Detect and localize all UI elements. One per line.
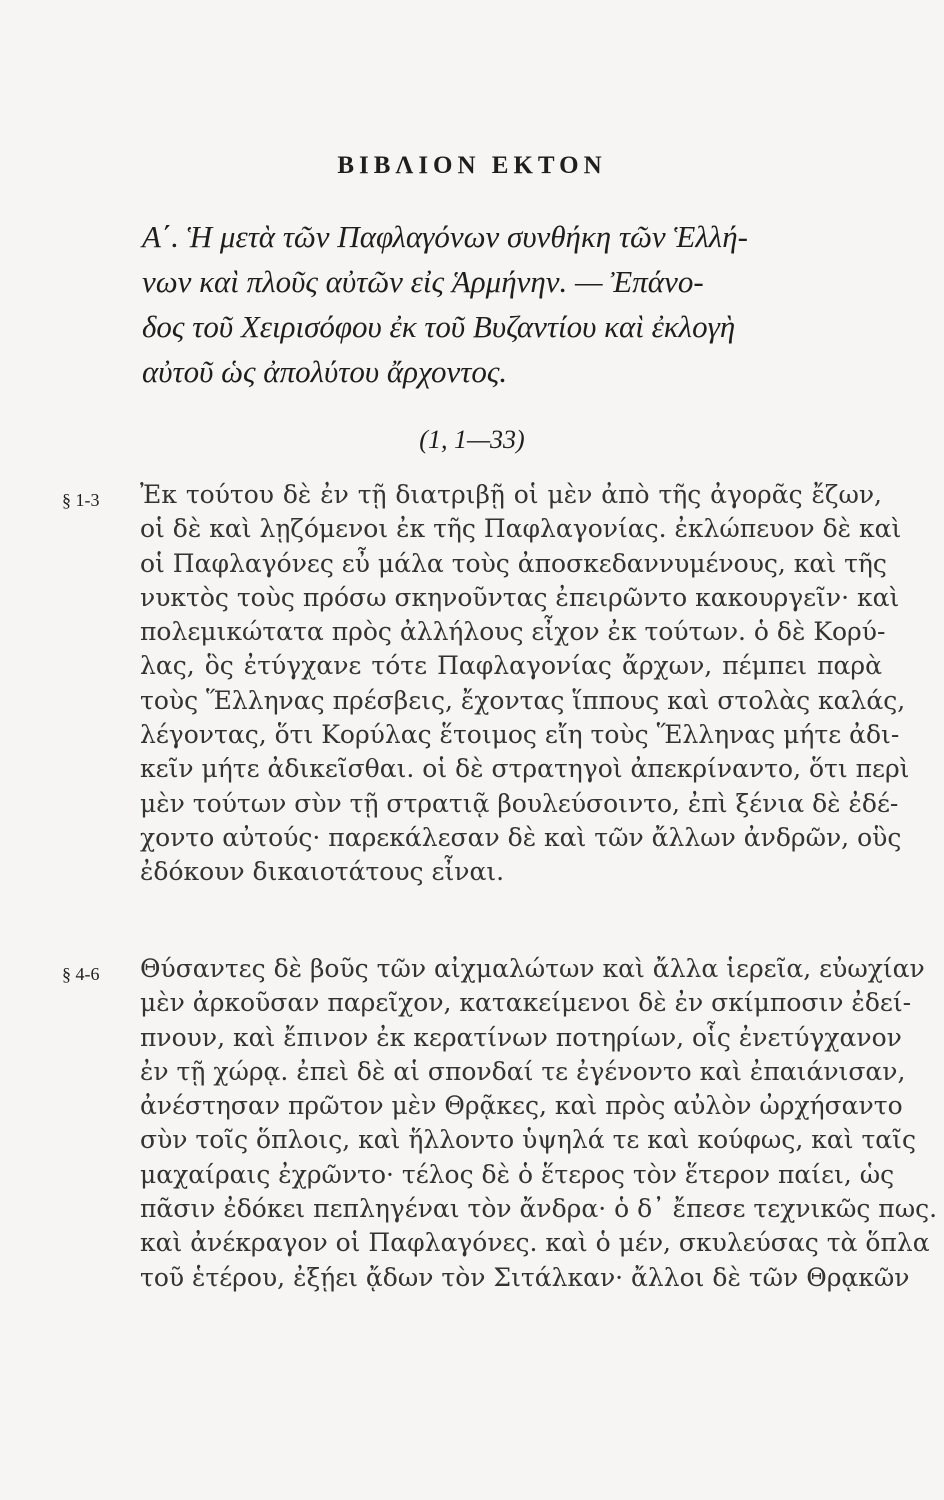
text-line: πνουν, καὶ ἔπινον ἐκ κερατίνων ποτηρίων, οἷς ἐνετύγχανον (140, 1022, 902, 1052)
section-marker: § 1-3 (62, 490, 100, 510)
text-line: Θύσαντες δὲ βοῦς τῶν αἰχμαλώτων καὶ ἄλλα ἱερεῖα, εὐωχίαν (140, 954, 925, 983)
book-title: ΒΙΒΛΙΟΝ ΕΚΤΟΝ (337, 152, 607, 179)
text-line: ἐν τῇ χώρᾳ. ἐπεὶ δὲ αἱ σπονδαί τε ἐγένοντο καὶ ἐπαιάνισαν, (140, 1056, 906, 1086)
text-line: χοντο αὐτούς· παρεκάλεσαν δὲ καὶ τῶν ἄλλων ἀνδρῶν, οὓς (140, 822, 902, 852)
text-line: μὲν ἀρκοῦσαν παρεῖχον, κατακείμενοι δὲ ἐν σκίμποσιν ἐδεί- (140, 988, 912, 1018)
chapter-heading-line: Α΄. Ἡ μετὰ τῶν Παφλαγόνων συνθήκη τῶν Ἑλλή- (142, 219, 748, 254)
text-line: σὺν τοῖς ὅπλοις, καὶ ἥλλοντο ὑψηλά τε καὶ κούφως, καὶ ταῖς (140, 1125, 916, 1155)
text-line: λας, ὃς ἐτύγχανε τότε Παφλαγονίας ἄρχων, πέμπει παρὰ (140, 651, 882, 681)
text-line: λέγοντας, ὅτι Κορύλας ἕτοιμος εἴη τοὺς Ἕλληνας μήτε ἀδι- (140, 720, 900, 750)
text-line: ἐδόκουν δικαιοτάτους εἶναι. (140, 857, 505, 887)
chapter-heading (142, 214, 882, 394)
text-line: καὶ ἀνέκραγον οἱ Παφλαγόνες. καὶ ὁ μέν, σκυλεύσας τὰ ὅπλα (140, 1228, 930, 1258)
text-line: οἱ δὲ καὶ λῃζόμενοι ἐκ τῆς Παφλαγονίας. ἐκλώπευον δὲ καὶ (140, 514, 902, 544)
passage-reference: (1, 1—33) (419, 425, 525, 454)
chapter-heading-line: αὐτοῦ ὡς ἀπολύτου ἄρχοντος. (142, 354, 508, 389)
section-marker: § 4-6 (62, 964, 100, 984)
text-line: τοῦ ἑτέρου, ἐξῄει ᾄδων τὸν Σιτάλκαν· ἄλλοι δὲ τῶν Θρᾳκῶν (140, 1262, 910, 1292)
paragraph (140, 952, 938, 1295)
chapter-heading-line: νων καὶ πλοῦς αὐτῶν εἰς Ἁρμήνην. — Ἐπάνο- (142, 264, 704, 299)
chapter-heading-line: δος τοῦ Χειρισόφου ἐκ τοῦ Βυζαντίου καὶ ἐκλογὴ (142, 309, 736, 344)
text-line: οἱ Παφλαγόνες εὖ μάλα τοὺς ἀποσκεδαννυμένους, καὶ τῆς (140, 548, 887, 578)
paragraph (140, 478, 910, 890)
text-line: κεῖν μήτε ἀδικεῖσθαι. οἱ δὲ στρατηγοὶ ἀπεκρίναντο, ὅτι περὶ (140, 754, 910, 784)
text-line: μαχαίραις ἐχρῶντο· τέλος δὲ ὁ ἕτερος τὸν ἕτερον παίει, ὡς (140, 1159, 895, 1189)
text-line: μὲν τούτων σὺν τῇ στρατιᾷ βουλεύσοιντο, ἐπὶ ξένια δὲ ἐδέ- (140, 788, 899, 818)
text-line: πολεμικώτατα πρὸς ἀλλήλους εἶχον ἐκ τούτων. ὁ δὲ Κορύ- (140, 617, 886, 647)
text-line: Ἐκ τούτου δὲ ἐν τῇ διατριβῇ οἱ μὲν ἀπὸ τῆς ἀγορᾶς ἔζων, (140, 480, 882, 509)
text-line: ἀνέστησαν πρῶτον μὲν Θρᾷκες, καὶ πρὸς αὐλὸν ὠρχήσαντο (140, 1091, 903, 1121)
text-line: νυκτὸς τοὺς πρόσω σκηνοῦντας ἐπειρῶντο κακουργεῖν· καὶ (140, 582, 900, 612)
text-line: πᾶσιν ἐδόκει πεπληγέναι τὸν ἄνδρα· ὁ δ᾽ ἔπεσε τεχνικῶς πως. (140, 1194, 938, 1224)
text-line: τοὺς Ἕλληνας πρέσβεις, ἔχοντας ἵππους καὶ στολὰς καλάς, (140, 685, 906, 715)
